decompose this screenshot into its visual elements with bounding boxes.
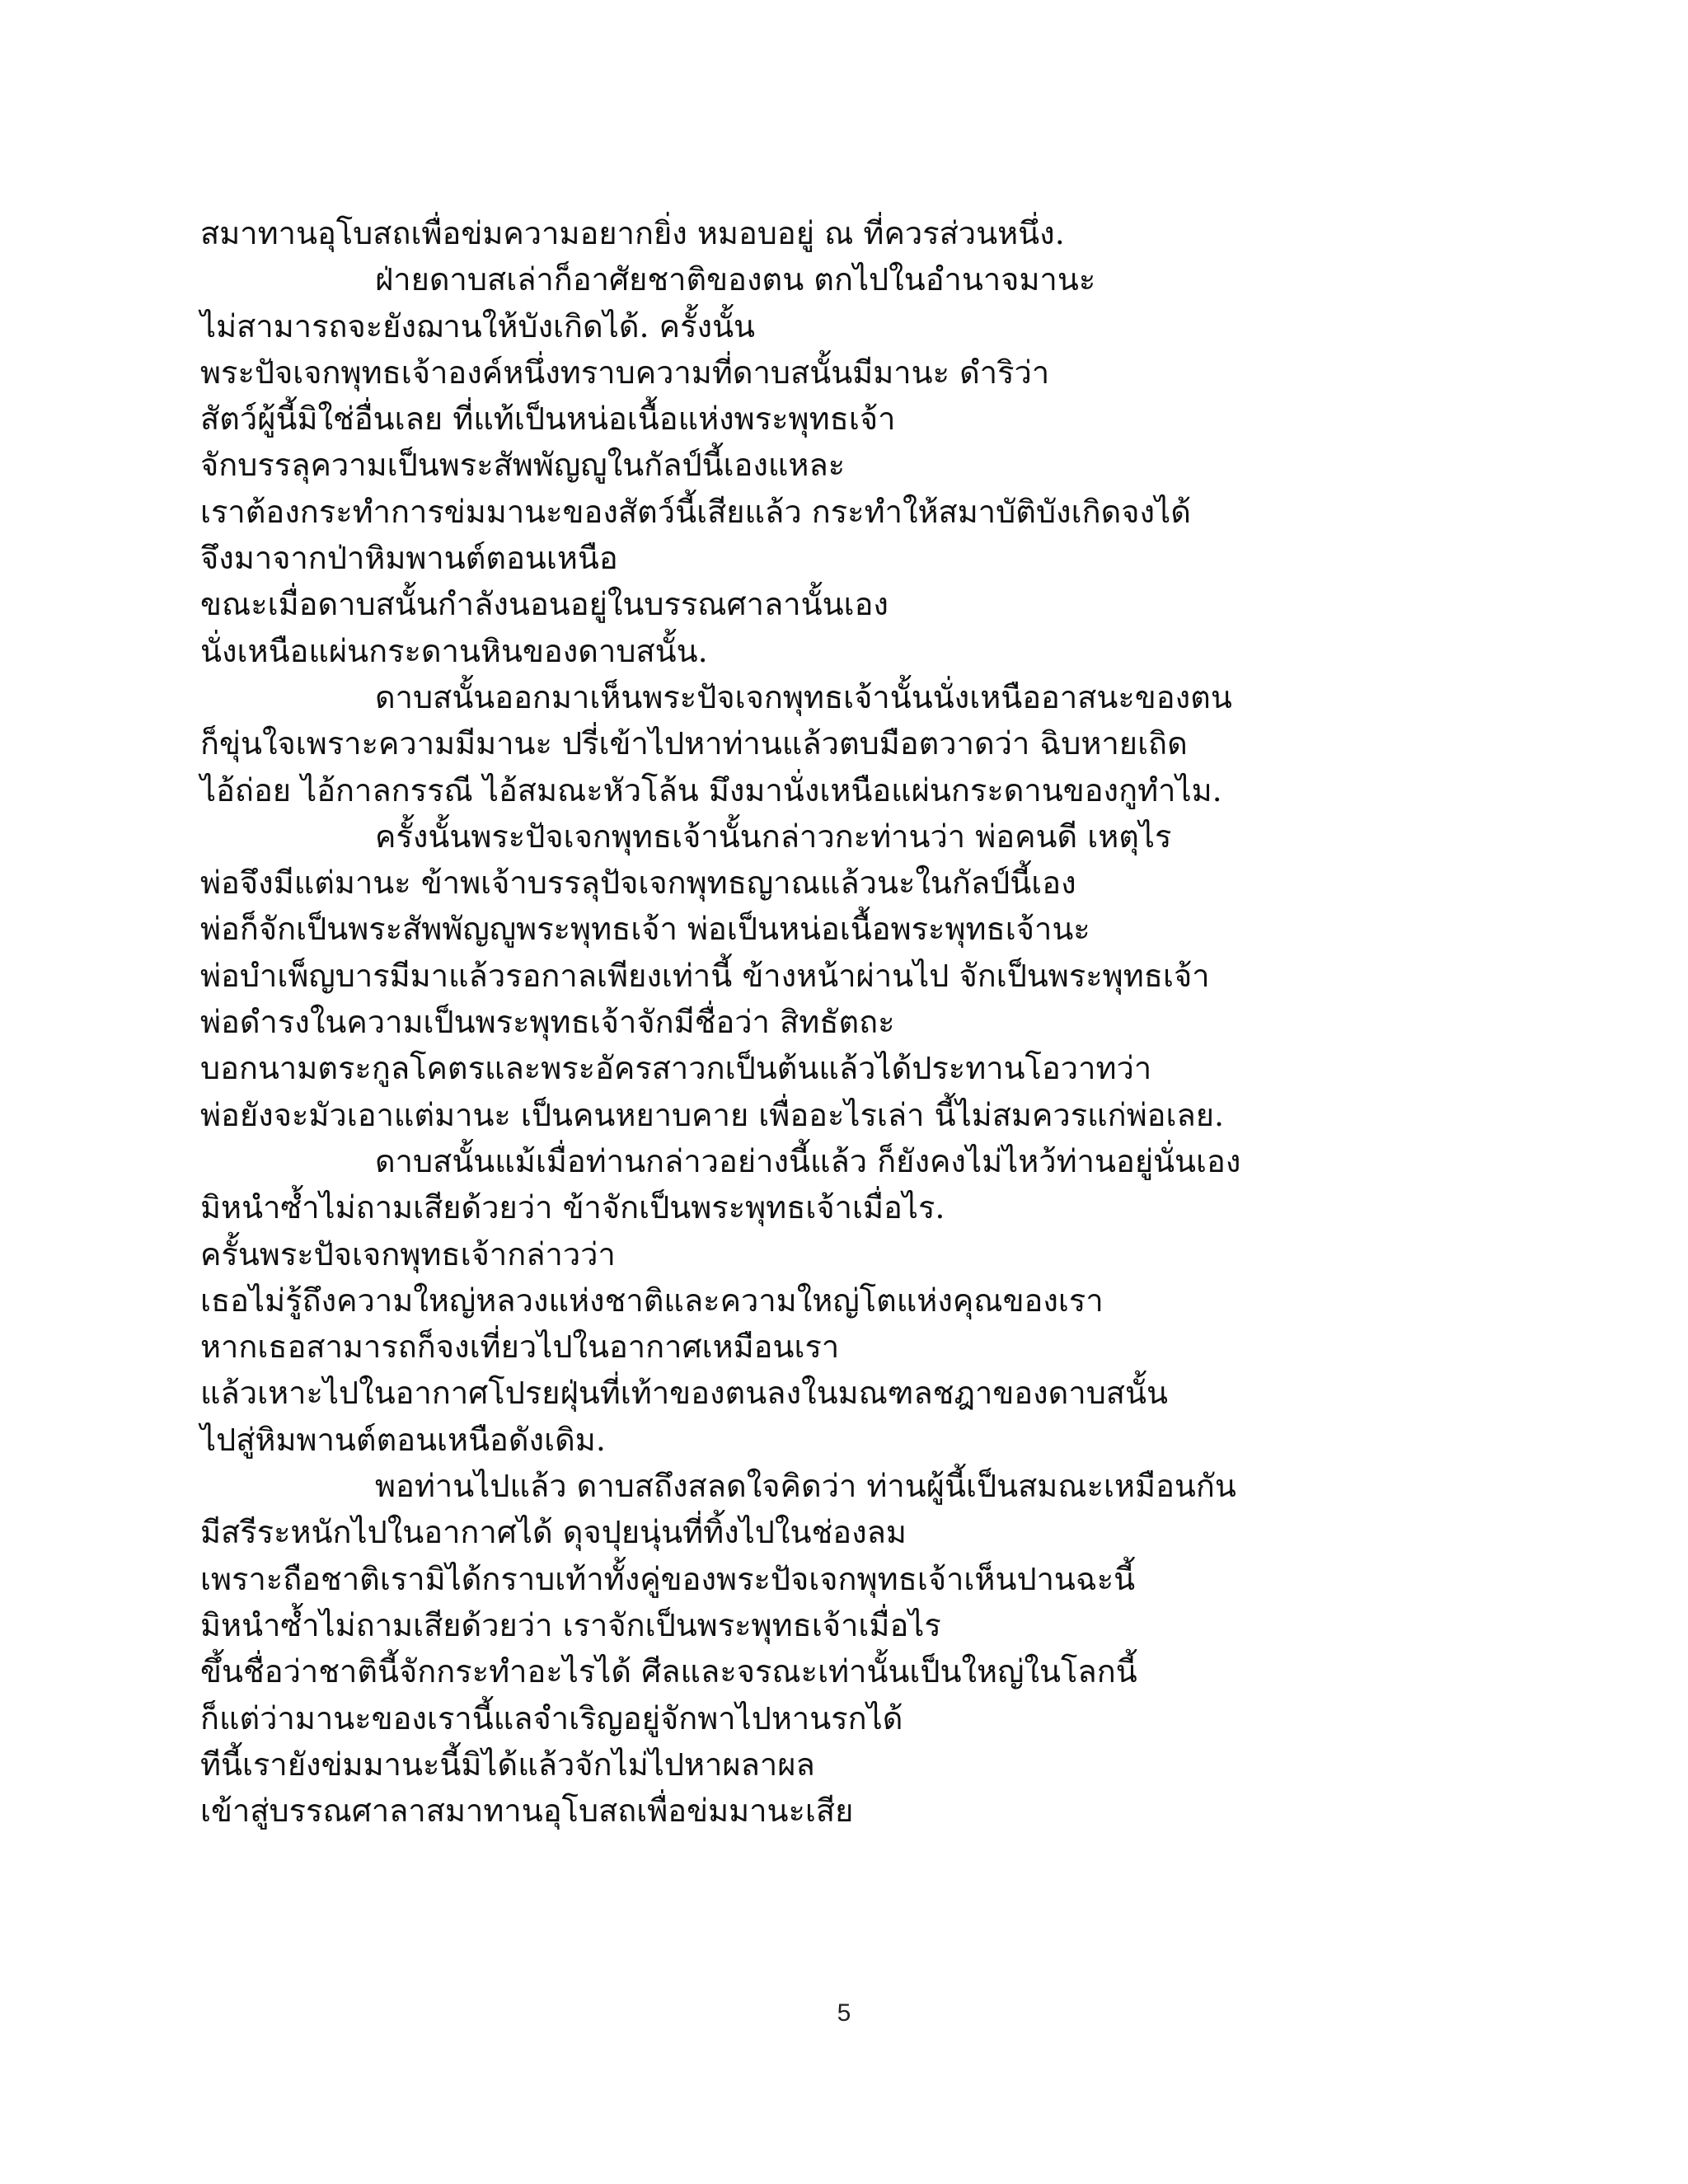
text-line: จักบรรลุความเป็นพระสัพพัญญูในกัลป์นี้เองแหละ xyxy=(200,447,846,484)
body-text xyxy=(200,210,1601,1834)
text-line: มีสรีระหนักไปในอากาศได้ ดุจปุยนุ่นที่ทิ้งไปในช่องลม xyxy=(200,1514,907,1551)
text-line: พ่อจึงมีแต่มานะ ข้าพเจ้าบรรลุปัจเจกพุทธญาณแล้วนะในกัลป์นี้เอง xyxy=(200,865,1076,902)
text-line: ดาบสนั้นแม้เมื่อท่านกล่าวอย่างนี้แล้ว ก็ยังคงไม่ไหว้ท่านอยู่นั่นเอง xyxy=(375,1142,1241,1179)
text-line: ขณะเมื่อดาบสนั้นกำลังนอนอยู่ในบรรณศาลานั้นเอง xyxy=(200,586,889,623)
text-line: เธอไม่รู้ถึงความใหญ่หลวงแห่งชาติและความใหญ่โตแห่งคุณของเรา xyxy=(200,1282,1104,1319)
text-line: เพราะถือชาติเรามิได้กราบเท้าทั้งคู่ของพระปัจเจกพุทธเจ้าเห็นปานฉะนี้ xyxy=(200,1560,1136,1597)
text-line: ขึ้นชื่อว่าชาตินี้จักกระทำอะไรได้ ศีลและจรณะเท่านั้นเป็นใหญ่ในโลกนี้ xyxy=(200,1653,1137,1690)
text-line: มิหนำซ้ำไม่ถามเสียด้วยว่า เราจักเป็นพระพุทธเจ้าเมื่อไร xyxy=(200,1606,941,1643)
text-line: มิหนำซ้ำไม่ถามเสียด้วยว่า ข้าจักเป็นพระพุทธเจ้าเมื่อไร. xyxy=(200,1189,945,1226)
text-line: ไอ้ถ่อย ไอ้กาลกรรณี ไอ้สมณะหัวโล้น มึงมานั่งเหนือแผ่นกระดานของกูทำไม. xyxy=(200,771,1222,808)
text-line: พ่อยังจะมัวเอาแต่มานะ เป็นคนหยาบคาย เพื่ออะไรเล่า นี้ไม่สมควรแก่พ่อเลย. xyxy=(200,1096,1225,1133)
text-line: พ่อดำรงในความเป็นพระพุทธเจ้าจักมีชื่อว่า สิทธัตถะ xyxy=(200,1004,895,1041)
text-line: พ่อก็จักเป็นพระสัพพัญญูพระพุทธเจ้า พ่อเป็นหน่อเนื้อพระพุทธเจ้านะ xyxy=(200,911,1090,948)
text-line: พระปัจเจกพุทธเจ้าองค์หนึ่งทราบความที่ดาบสนั้นมีมานะ ดำริว่า xyxy=(200,354,1050,391)
text-line: แล้วเหาะไปในอากาศโปรยฝุ่นที่เท้าของตนลงในมณฑลชฎาของดาบสนั้น xyxy=(200,1375,1168,1412)
text-line: ไม่สามารถจะยังฌานให้บังเกิดได้. ครั้งนั้น xyxy=(200,307,756,344)
text-line: สัตว์ผู้นี้มิใช่อื่นเลย ที่แท้เป็นหน่อเนื้อแห่งพระพุทธเจ้า xyxy=(200,401,896,438)
text-line: พอท่านไปแล้ว ดาบสถึงสลดใจคิดว่า ท่านผู้นี้เป็นสมณะเหมือนกัน xyxy=(375,1468,1236,1505)
text-line: เข้าสู่บรรณศาลาสมาทานอุโบสถเพื่อข่มมานะเสีย xyxy=(200,1793,854,1830)
text-line: ทีนี้เรายังข่มมานะนี้มิได้แล้วจักไม่ไปหาผลาผล xyxy=(200,1746,815,1783)
text-line: ดาบสนั้นออกมาเห็นพระปัจเจกพุทธเจ้านั้นนั่งเหนืออาสนะของตน xyxy=(375,678,1232,715)
text-line: ฝ่ายดาบสเล่าก็อาศัยชาติของตน ตกไปในอำนาจมานะ xyxy=(375,261,1096,298)
text-line: สมาทานอุโบสถเพื่อข่มความอยากยิ่ง หมอบอยู่ ณ ที่ควรส่วนหนึ่ง. xyxy=(200,215,1065,251)
text-line: จึงมาจากป่าหิมพานต์ตอนเหนือ xyxy=(200,540,618,577)
text-line: บอกนามตระกูลโคตรและพระอัครสาวกเป็นต้นแล้วได้ประทานโอวาทว่า xyxy=(200,1050,1152,1087)
text-line: ครั้นพระปัจเจกพุทธเจ้ากล่าวว่า xyxy=(200,1235,616,1272)
text-line: ไปสู่หิมพานต์ตอนเหนือดังเดิม. xyxy=(200,1421,606,1458)
text-line: ก็ขุ่นใจเพราะความมีมานะ ปรี่เข้าไปหาท่านแล้วตบมือตวาดว่า ฉิบหายเถิด xyxy=(200,725,1188,762)
page-number: 5 xyxy=(837,1999,851,2027)
text-line: เราต้องกระทำการข่มมานะของสัตว์นี้เสียแล้ว กระทำให้สมาบัติบังเกิดจงได้ xyxy=(200,493,1191,530)
text-line: ก็แต่ว่ามานะของเรานี้แลจำเริญอยู่จักพาไปหานรกได้ xyxy=(200,1699,903,1736)
text-line: ครั้งนั้นพระปัจเจกพุทธเจ้านั้นกล่าวกะท่านว่า พ่อคนดี เหตุไร xyxy=(375,818,1172,855)
text-line: หากเธอสามารถก็จงเที่ยวไปในอากาศเหมือนเรา xyxy=(200,1329,840,1366)
text-line: พ่อบำเพ็ญบารมีมาแล้วรอกาลเพียงเท่านี้ ข้างหน้าผ่านไป จักเป็นพระพุทธเจ้า xyxy=(200,957,1210,994)
text-line: นั่งเหนือแผ่นกระดานหินของดาบสนั้น. xyxy=(200,632,708,669)
